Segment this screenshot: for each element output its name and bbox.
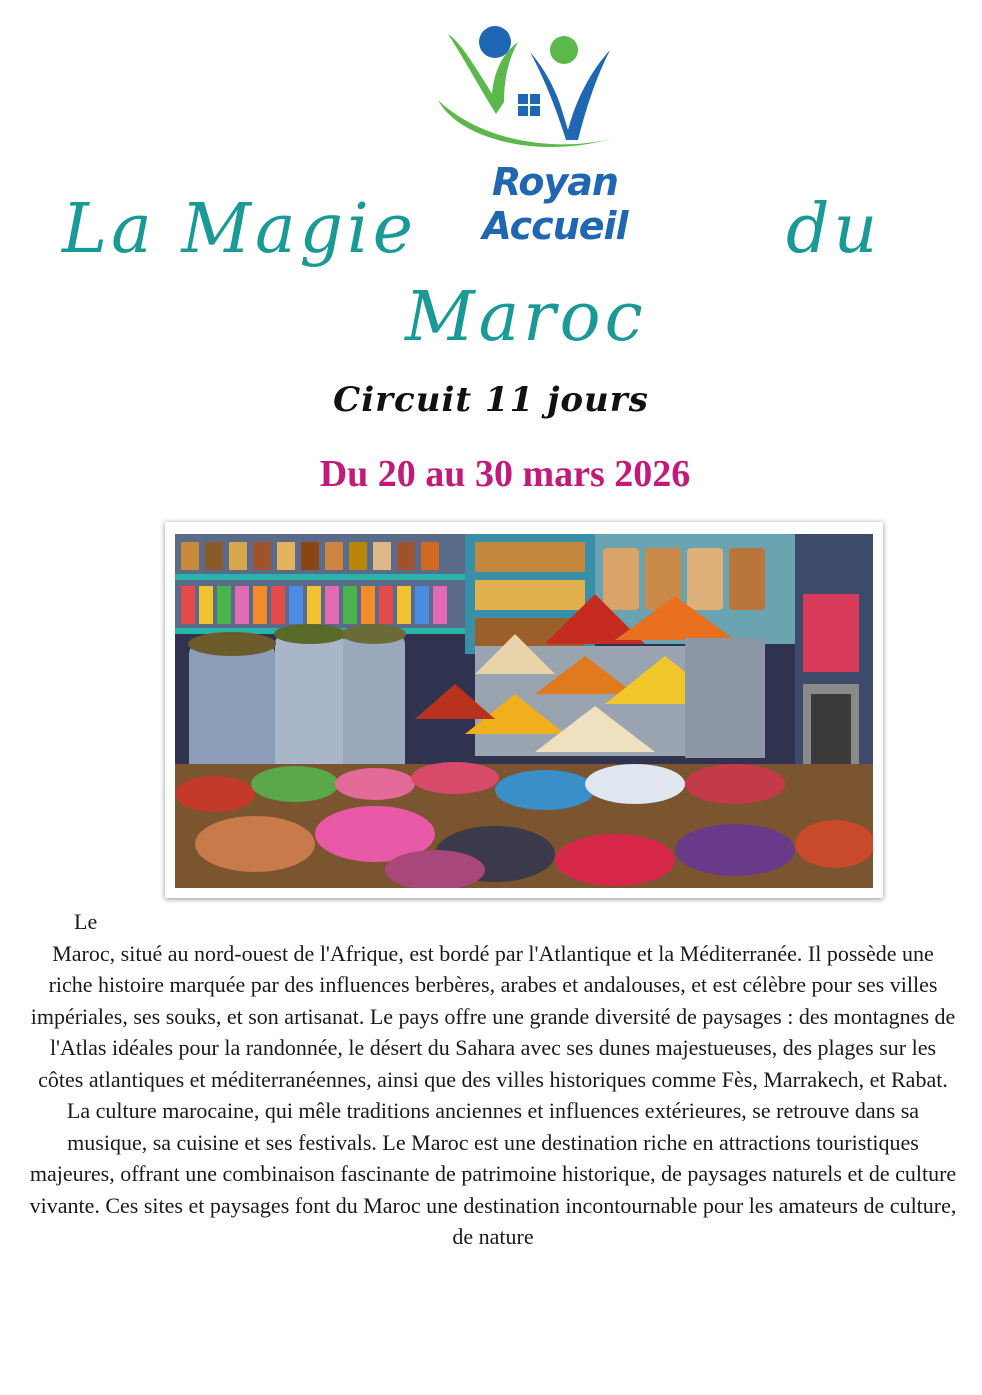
royan-accueil-logo [430, 22, 680, 248]
logo-figures-icon [430, 22, 680, 162]
logo-head-green [550, 36, 578, 64]
title-part-1: La Magie [62, 190, 417, 269]
spice-market-photo [175, 534, 873, 888]
title-part-2: du [786, 190, 882, 269]
description-intro: Le [74, 909, 98, 934]
description-paragraph: Maroc, situé au nord-ouest de l'Afrique, est bordé par l'Atlantique et la Méditerranée. Il possède une riche histoire marquée par des influences berbères, arabes et andalouses, et est célèbre pour ses villes impériales, ses souks, et son artisanat. Le pays offre une grande diversité de paysages : des montagnes de l'Atlas idéales pour la randonnée, le désert du Sahara avec ses dunes majestueuses, des plages sur les côtes atlantiques et méditerranéennes, ainsi que des villes historiques comme Fès, Marrakech, et Rabat. La culture marocaine, qui mêle traditions anciennes et influences extérieures, se retrouve dans sa musique, sa cuisine et ses festivals. Le Maroc est une destination riche en attractions touristiques majeures, offrant une combinaison fascinante de patrimoine historique, de paysages naturels et de culture vivante. Ces sites et paysages font du Maroc une destination incontournable pour les amateurs de culture, de nature [29, 940, 957, 1249]
travel-dates: Du 20 au 30 mars 2026 [319, 453, 691, 495]
photo-frame [165, 522, 883, 898]
title-part-3: Maroc [405, 278, 647, 357]
spice-market-illustration [175, 534, 873, 888]
logo-head-blue [479, 26, 511, 58]
circuit-subtitle: Circuit 11 jours [333, 380, 649, 420]
logo-text: Royan Accueil [482, 160, 628, 248]
description-block [28, 906, 958, 1253]
